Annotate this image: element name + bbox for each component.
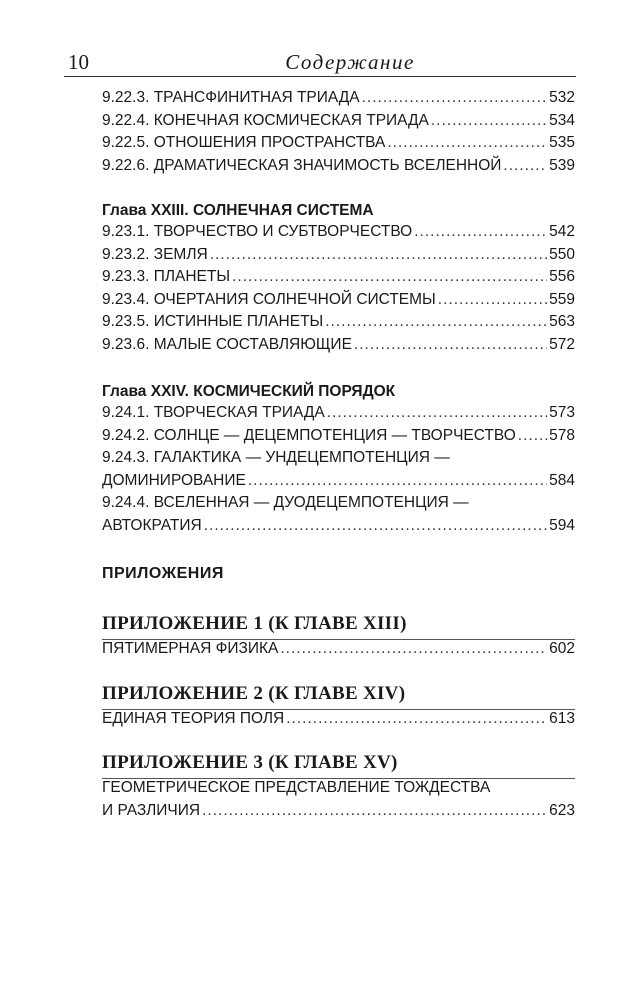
dot-leader [232, 268, 547, 286]
dot-leader [362, 89, 548, 107]
toc-entry-title: ЕДИНАЯ ТЕОРИЯ ПОЛЯ [102, 709, 285, 727]
dot-leader [210, 246, 547, 264]
dot-leader [354, 336, 547, 354]
toc-entry-page: 550 [549, 245, 575, 263]
toc-entry[interactable] [102, 223, 575, 246]
toc-entry-page: 534 [549, 111, 575, 129]
toc-entry[interactable] [102, 517, 575, 540]
toc-entry[interactable] [102, 710, 575, 733]
toc-entry-title: 9.23.3. ПЛАНЕТЫ [102, 268, 231, 285]
dot-leader [248, 472, 547, 490]
appendix-title: ПРИЛОЖЕНИЕ 1 (К ГЛАВЕ XIII) [102, 613, 575, 640]
toc-entry[interactable] [102, 472, 575, 495]
toc-entry-first-line[interactable]: 9.24.4. ВСЕЛЕННАЯ — ДУОДЕЦЕМПОТЕНЦИЯ — [102, 494, 469, 511]
toc-entry-page: 535 [549, 134, 575, 151]
toc-entry-page: 584 [549, 471, 575, 489]
toc-entry-first-line[interactable]: 9.24.3. ГАЛАКТИКА — УНДЕЦЕМПОТЕНЦИЯ — [102, 449, 450, 466]
toc-entry-page: 623 [549, 801, 575, 819]
toc-entry[interactable] [102, 640, 575, 663]
dot-leader [518, 427, 547, 445]
toc-entry-page: 578 [549, 426, 575, 444]
dot-leader [327, 404, 547, 422]
toc-entry[interactable] [102, 313, 575, 336]
toc-entry[interactable] [102, 427, 575, 450]
toc-entry[interactable] [102, 291, 575, 314]
dot-leader [280, 640, 547, 658]
toc-entry[interactable] [102, 336, 575, 359]
chapter-heading: Глава XXIII. СОЛНЕЧНАЯ СИСТЕМА [102, 202, 374, 219]
toc-entry-title: 9.22.6. ДРАМАТИЧЕСКАЯ ЗНАЧИМОСТЬ ВСЕЛЕННОЙ [102, 156, 502, 174]
toc-entry-title: 9.23.4. ОЧЕРТАНИЯ СОЛНЕЧНОЙ СИСТЕМЫ [102, 290, 436, 308]
chapter-heading: Глава XXIV. КОСМИЧЕСКИЙ ПОРЯДОК [102, 383, 396, 400]
appendices-heading: ПРИЛОЖЕНИЯ [102, 565, 224, 582]
toc-entry[interactable] [102, 134, 575, 157]
page-header [64, 46, 576, 77]
appendix-title: ПРИЛОЖЕНИЕ 3 (К ГЛАВЕ XV) [102, 752, 575, 779]
appendix-title: ПРИЛОЖЕНИЕ 2 (К ГЛАВЕ XIV) [102, 683, 575, 710]
toc-entry-title: 9.24.1. ТВОРЧЕСКАЯ ТРИАДА [102, 404, 325, 421]
toc-entry-page: 613 [549, 709, 575, 727]
toc-entry-page: 539 [549, 156, 575, 174]
dot-leader [438, 291, 547, 309]
toc-entry-page: 532 [549, 89, 575, 106]
toc-entry-first-line[interactable]: ГЕОМЕТРИЧЕСКОЕ ПРЕДСТАВЛЕНИЕ ТОЖДЕСТВА [102, 779, 491, 796]
toc-entry-title: ПЯТИМЕРНАЯ ФИЗИКА [102, 640, 279, 657]
toc-entry[interactable] [102, 246, 575, 269]
toc-entry-title: И РАЗЛИЧИЯ [102, 801, 201, 819]
toc-entry-page: 594 [549, 516, 575, 534]
toc-content [102, 89, 575, 824]
toc-entry-title: 9.22.4. КОНЕЧНАЯ КОСМИЧЕСКАЯ ТРИАДА [102, 111, 429, 129]
toc-entry-title: 9.23.1. ТВОРЧЕСТВО И СУБТВОРЧЕСТВО [102, 223, 413, 240]
toc-entry-title: 9.24.2. СОЛНЦЕ — ДЕЦЕМПОТЕНЦИЯ — ТВОРЧЕСТВО [102, 426, 516, 444]
dot-leader [503, 157, 547, 175]
dot-leader [325, 313, 547, 331]
toc-entry-title: ДОМИНИРОВАНИЕ [102, 471, 246, 489]
toc-entry-title: 9.22.5. ОТНОШЕНИЯ ПРОСТРАНСТВА [102, 134, 386, 151]
toc-entry-title: 9.23.2. ЗЕМЛЯ [102, 245, 208, 263]
toc-entry[interactable] [102, 802, 575, 825]
toc-entry-page: 573 [549, 404, 575, 421]
running-title: Содержание [285, 50, 415, 74]
toc-entry-page: 563 [549, 313, 575, 330]
dot-leader [202, 802, 547, 820]
toc-entry[interactable] [102, 112, 575, 135]
dot-leader [387, 134, 547, 152]
toc-entry-page: 556 [549, 268, 575, 285]
dot-leader [286, 710, 547, 728]
toc-entry[interactable] [102, 404, 575, 427]
dot-leader [204, 517, 547, 535]
toc-entry-page: 542 [549, 223, 575, 240]
toc-entry[interactable] [102, 157, 575, 180]
dot-leader [431, 112, 547, 130]
toc-entry-title: 9.23.6. МАЛЫЕ СОСТАВЛЯЮЩИЕ [102, 335, 352, 353]
page-number: 10 [68, 50, 89, 74]
toc-entry-page: 572 [549, 335, 575, 353]
toc-entry-page: 559 [549, 290, 575, 308]
toc-entry-title: АВТОКРАТИЯ [102, 516, 202, 534]
toc-entry-title: 9.22.3. ТРАНСФИНИТНАЯ ТРИАДА [102, 89, 360, 106]
toc-entry[interactable] [102, 89, 575, 112]
toc-entry-title: 9.23.5. ИСТИННЫЕ ПЛАНЕТЫ [102, 313, 324, 330]
toc-entry-page: 602 [549, 640, 575, 657]
toc-entry[interactable] [102, 268, 575, 291]
dot-leader [414, 223, 547, 241]
